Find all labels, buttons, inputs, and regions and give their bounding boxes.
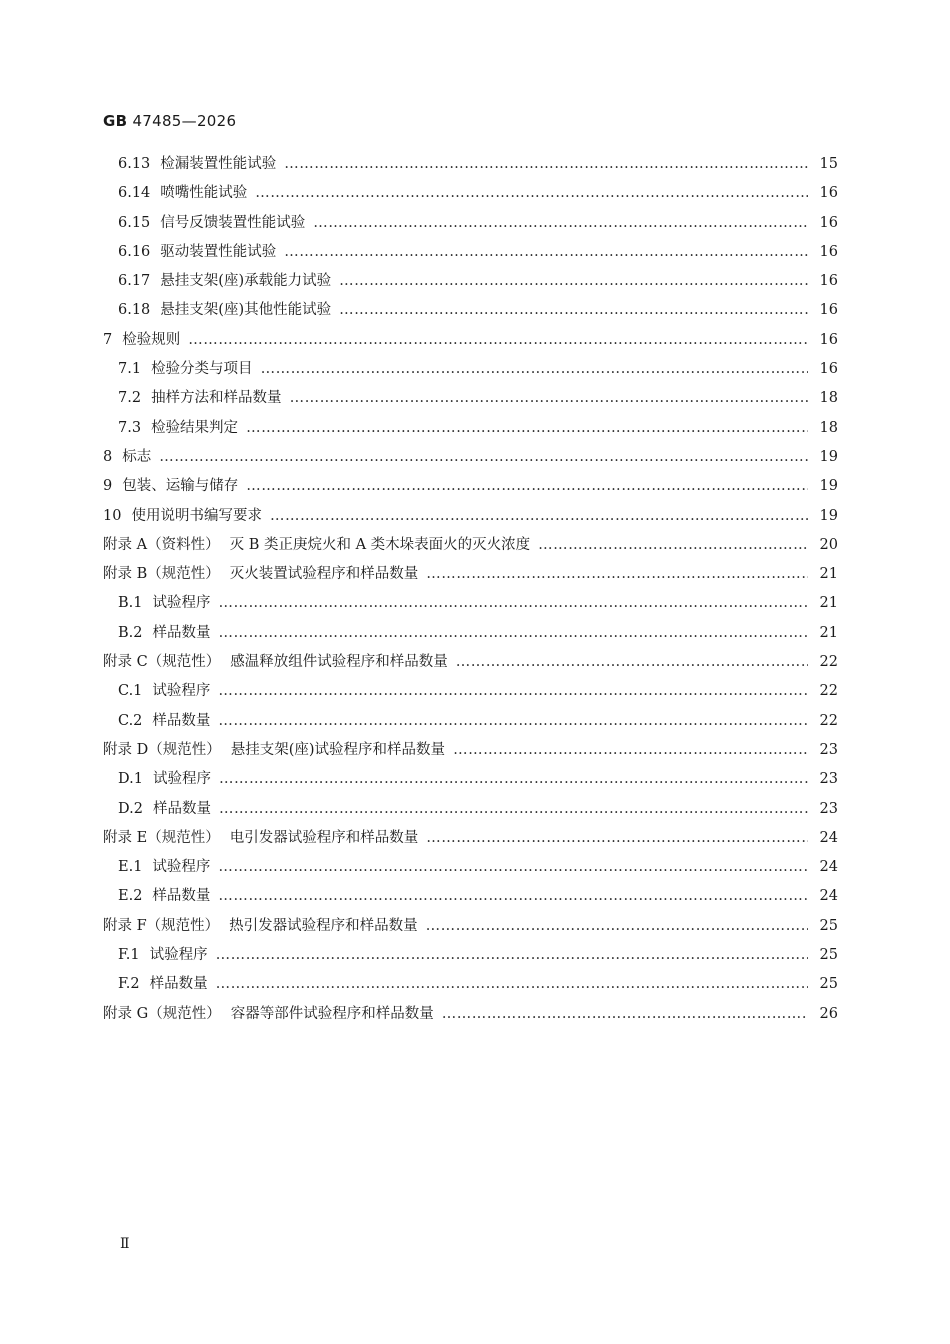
toc-entry[interactable]: [103, 357, 838, 386]
toc-entry[interactable]: [103, 416, 838, 445]
toc-entry[interactable]: [103, 474, 838, 503]
toc-leader-dots: [246, 420, 808, 436]
toc-entry-title: 悬挂支架(座)其他性能试验: [160, 302, 332, 319]
toc-entry[interactable]: [103, 679, 838, 708]
toc-entry-page: 22: [819, 712, 838, 729]
toc-entry-page: 19: [819, 507, 838, 524]
toc-leader-dots: [284, 244, 808, 260]
toc-entry-number: 附录 D（规范性）: [103, 741, 221, 758]
toc-leader-dots: [442, 1006, 808, 1022]
toc-entry-number: 10: [103, 507, 122, 524]
toc-leader-dots: [426, 830, 808, 846]
toc-entry[interactable]: [103, 1002, 838, 1031]
toc-entry-title: 样品数量: [152, 888, 211, 905]
toc-entry-number: 附录 G（规范性）: [103, 1005, 221, 1022]
toc-entry-page: 21: [819, 595, 838, 612]
toc-entry-number: D.1: [118, 771, 143, 788]
toc-entry-title: 试验程序: [152, 859, 211, 876]
toc-leader-dots: [290, 390, 808, 406]
toc-entry-title: 悬挂支架(座)试验程序和样品数量: [230, 741, 446, 758]
table-of-contents: [103, 152, 838, 1031]
toc-entry-page: 18: [819, 390, 838, 407]
toc-entry-number: E.1: [118, 859, 143, 876]
toc-entry-page: 21: [819, 624, 838, 641]
standard-header: [103, 112, 236, 130]
toc-entry-page: 19: [819, 448, 838, 465]
toc-entry[interactable]: [103, 533, 838, 562]
toc-entry-number: B.1: [118, 595, 143, 612]
toc-entry-page: 16: [819, 185, 838, 202]
toc-leader-dots: [218, 683, 808, 699]
toc-leader-dots: [216, 976, 808, 992]
toc-entry-title: 样品数量: [149, 976, 208, 993]
toc-entry-number: F.2: [118, 976, 140, 993]
toc-entry-title: 检验分类与项目: [151, 361, 253, 378]
toc-entry-title: 样品数量: [152, 712, 211, 729]
toc-entry-title: 驱动装置性能试验: [160, 243, 277, 260]
toc-entry-page: 25: [819, 947, 838, 964]
toc-entry-title: 感温释放组件试验程序和样品数量: [230, 654, 448, 671]
toc-leader-dots: [218, 888, 808, 904]
toc-entry[interactable]: [103, 738, 838, 767]
toc-entry[interactable]: [103, 328, 838, 357]
toc-entry-page: 24: [819, 888, 838, 905]
toc-entry-title: 试验程序: [152, 683, 211, 700]
toc-entry-number: 6.13: [118, 156, 151, 172]
toc-entry-page: 22: [819, 654, 838, 671]
toc-entry-page: 20: [819, 536, 838, 553]
toc-entry-page: 21: [819, 566, 838, 583]
toc-entry-number: 附录 F（规范性）: [103, 917, 220, 934]
toc-entry-page: 26: [819, 1005, 838, 1022]
toc-entry-page: 16: [819, 243, 838, 260]
toc-leader-dots: [159, 449, 808, 465]
toc-entry-page: 24: [819, 829, 838, 846]
toc-leader-dots: [313, 215, 808, 231]
toc-entry-title: 包装、运输与储存: [122, 478, 239, 495]
toc-entry-title: 抽样方法和样品数量: [151, 390, 282, 407]
toc-entry-number: E.2: [118, 888, 143, 905]
toc-leader-dots: [219, 801, 808, 817]
toc-entry[interactable]: [103, 943, 838, 972]
toc-entry[interactable]: [103, 650, 838, 679]
toc-entry[interactable]: [103, 504, 838, 533]
toc-entry-page: 24: [819, 859, 838, 876]
toc-leader-dots: [219, 771, 808, 787]
toc-entry[interactable]: [103, 591, 838, 620]
toc-entry-page: 23: [819, 771, 838, 788]
toc-entry-page: 16: [819, 273, 838, 290]
toc-entry[interactable]: [103, 621, 838, 650]
toc-leader-dots: [453, 742, 808, 758]
toc-entry[interactable]: [103, 709, 838, 738]
toc-entry[interactable]: [103, 298, 838, 327]
toc-entry-title: 检验结果判定: [151, 419, 239, 436]
toc-entry-number: 6.14: [118, 185, 151, 202]
toc-entry-page: 22: [819, 683, 838, 700]
toc-entry-page: 15: [819, 156, 838, 172]
toc-entry-number: 附录 E（规范性）: [103, 829, 220, 846]
toc-entry-page: 16: [819, 331, 838, 348]
toc-leader-dots: [188, 332, 808, 348]
toc-entry-title: 热引发器试验程序和样品数量: [229, 917, 418, 934]
toc-entry-title: 容器等部件试验程序和样品数量: [230, 1005, 434, 1022]
toc-entry-page: 23: [819, 741, 838, 758]
toc-entry-number: 6.15: [118, 214, 151, 231]
toc-entry-page: 18: [819, 419, 838, 436]
toc-entry-number: 6.18: [118, 302, 151, 319]
toc-leader-dots: [339, 273, 808, 289]
toc-entry[interactable]: [103, 240, 838, 269]
toc-entry-number: 8: [103, 448, 113, 465]
toc-leader-dots: [218, 713, 808, 729]
standard-number: 47485—2026: [132, 112, 237, 130]
toc-entry-page: 25: [819, 976, 838, 993]
toc-entry[interactable]: [103, 914, 838, 943]
toc-entry-number: 6.16: [118, 243, 151, 260]
toc-entry-title: 样品数量: [152, 624, 211, 641]
toc-entry-page: 19: [819, 478, 838, 495]
toc-entry-page: 16: [819, 302, 838, 319]
toc-entry-number: 9: [103, 478, 113, 495]
toc-leader-dots: [339, 302, 808, 318]
toc-entry[interactable]: [103, 445, 838, 474]
toc-entry[interactable]: [103, 562, 838, 591]
page-number: Ⅱ: [120, 1236, 130, 1252]
toc-entry-page: 25: [819, 917, 838, 934]
toc-leader-dots: [255, 185, 808, 201]
toc-entry-number: F.1: [118, 947, 140, 964]
toc-entry-title: 喷嘴性能试验: [160, 185, 248, 202]
toc-entry[interactable]: [103, 797, 838, 826]
toc-leader-dots: [456, 654, 808, 670]
toc-entry-title: 悬挂支架(座)承载能力试验: [160, 273, 332, 290]
toc-leader-dots: [219, 595, 809, 611]
toc-entry-number: 7.1: [118, 361, 142, 378]
toc-entry-number: 6.17: [118, 273, 151, 290]
toc-entry-title: 灭火装置试验程序和样品数量: [229, 566, 419, 583]
toc-entry-title: 试验程序: [152, 771, 211, 788]
toc-entry-number: 附录 B（规范性）: [103, 566, 220, 583]
toc-leader-dots: [218, 859, 808, 875]
toc-entry-number: D.2: [118, 800, 143, 817]
toc-leader-dots: [538, 537, 808, 553]
toc-leader-dots: [284, 156, 808, 172]
toc-entry-title: 检漏装置性能试验: [160, 156, 277, 172]
toc-entry-title: 电引发器试验程序和样品数量: [229, 829, 419, 846]
toc-entry-title: 检验规则: [122, 331, 181, 348]
toc-entry-title: 标志: [122, 448, 152, 465]
toc-entry-number: 7: [103, 331, 113, 348]
toc-entry[interactable]: [103, 181, 838, 210]
toc-entry[interactable]: [103, 152, 838, 181]
toc-entry-title: 使用说明书编写要求: [131, 507, 262, 524]
toc-entry[interactable]: [103, 269, 838, 298]
toc-leader-dots: [219, 625, 809, 641]
toc-entry-page: 16: [819, 214, 838, 231]
toc-entry-page: 23: [819, 800, 838, 817]
toc-entry-title: 试验程序: [152, 595, 211, 612]
toc-entry[interactable]: [103, 884, 838, 913]
toc-entry[interactable]: [103, 826, 838, 855]
toc-leader-dots: [270, 508, 808, 524]
toc-entry-number: 附录 C（规范性）: [103, 654, 221, 671]
toc-entry-title: 试验程序: [149, 947, 208, 964]
toc-entry-number: 7.3: [118, 419, 142, 436]
toc-leader-dots: [216, 947, 808, 963]
toc-entry-title: 样品数量: [152, 800, 211, 817]
standard-prefix: GB: [103, 112, 128, 130]
toc-entry[interactable]: [103, 855, 838, 884]
toc-leader-dots: [426, 918, 808, 934]
toc-entry[interactable]: [103, 386, 838, 415]
toc-entry[interactable]: [103, 972, 838, 1001]
toc-entry-number: 7.2: [118, 390, 142, 407]
toc-entry-number: C.1: [118, 683, 143, 700]
toc-leader-dots: [426, 566, 808, 582]
toc-leader-dots: [261, 361, 808, 377]
toc-entry-page: 16: [819, 361, 838, 378]
toc-entry-number: 附录 A（资料性）: [103, 536, 220, 553]
toc-entry[interactable]: [103, 767, 838, 796]
toc-leader-dots: [246, 478, 808, 494]
toc-entry[interactable]: [103, 211, 838, 240]
toc-entry-title: 灭 B 类正庚烷火和 A 类木垛表面火的灭火浓度: [229, 536, 531, 553]
toc-entry-number: B.2: [118, 624, 143, 641]
toc-entry-title: 信号反馈装置性能试验: [160, 214, 306, 231]
toc-entry-number: C.2: [118, 712, 143, 729]
